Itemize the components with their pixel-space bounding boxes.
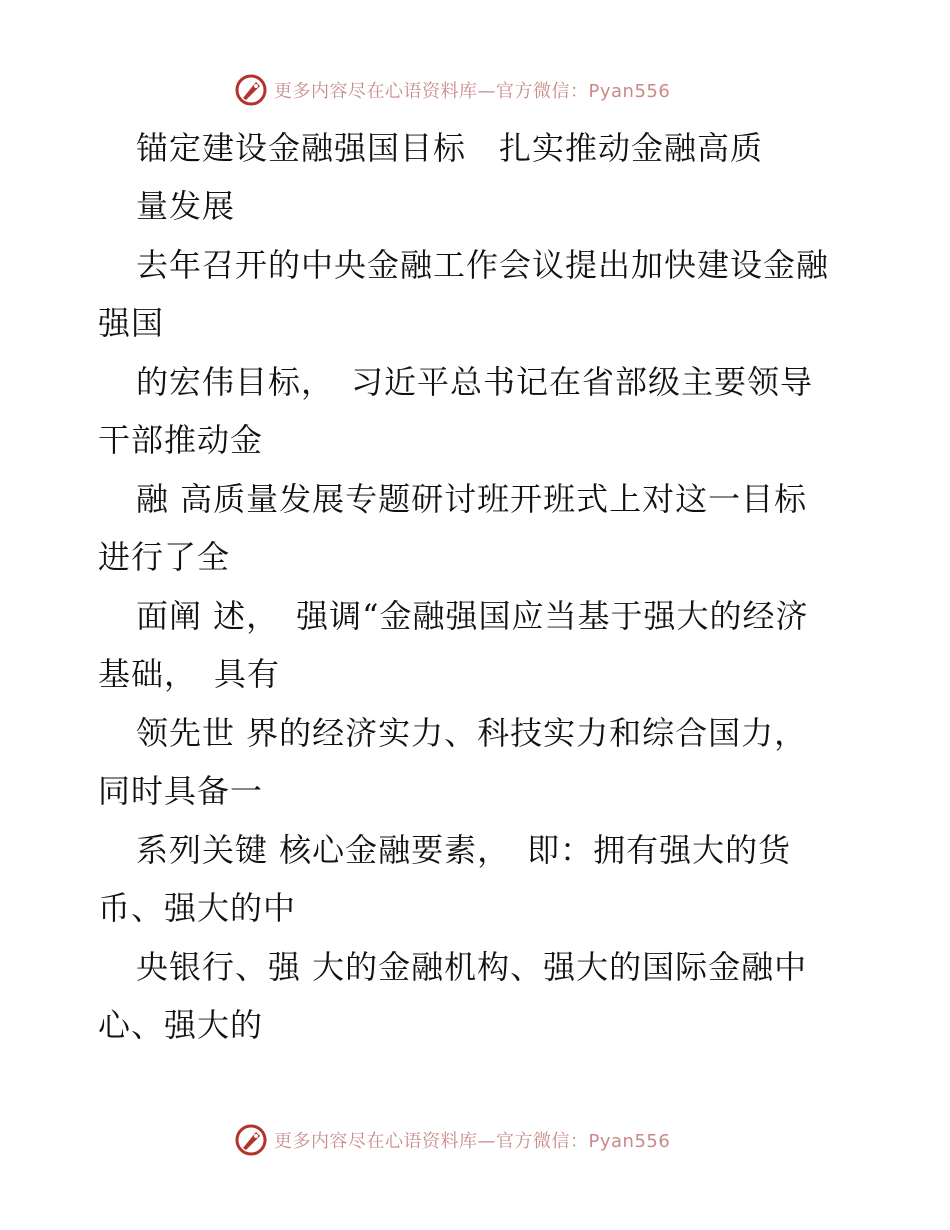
document-title-line-2: 量发展: [136, 187, 236, 225]
body-line-9: 领先世 界的经济实力、科技实力和综合国力，: [136, 714, 808, 752]
body-line-8: 基础， 具有: [98, 655, 281, 693]
body-line-4: 干部推动金: [98, 421, 264, 459]
watermark-text: 更多内容尽在心语资料库—官方微信：Pyan556: [274, 1131, 671, 1152]
watermark-footer: [234, 1122, 670, 1158]
body-line-14: 心、强大的: [98, 1006, 264, 1044]
body-line-10: 同时具备一: [98, 772, 264, 810]
body-line-6: 进行了全: [98, 538, 231, 576]
document-title-line-1: 锚定建设金融强国目标 扎实推动金融高质: [136, 129, 764, 167]
body-line-12: 币、强大的中: [98, 889, 297, 927]
body-line-1: 去年召开的中央金融工作会议提出加快建设金融: [136, 246, 830, 284]
pen-nib-circle-icon: [234, 73, 268, 107]
watermark-text: 更多内容尽在心语资料库—官方微信：Pyan556: [274, 81, 671, 102]
body-line-7: 面阐 述， 强调“金融强国应当基于强大的经济: [136, 597, 809, 635]
body-line-2: 强国: [98, 304, 165, 342]
watermark-header: [234, 72, 670, 108]
body-line-11: 系列关键 核心金融要素， 即：拥有强大的货: [136, 831, 792, 869]
pen-nib-circle-icon: [234, 1123, 268, 1157]
body-line-13: 央银行、强 大的金融机构、强大的国际金融中: [136, 948, 808, 986]
body-line-3: 的宏伟目标， 习近平总书记在省部级主要领导: [136, 363, 814, 401]
body-line-5: 融 高质量发展专题研讨班开班式上对这一目标: [136, 480, 808, 518]
